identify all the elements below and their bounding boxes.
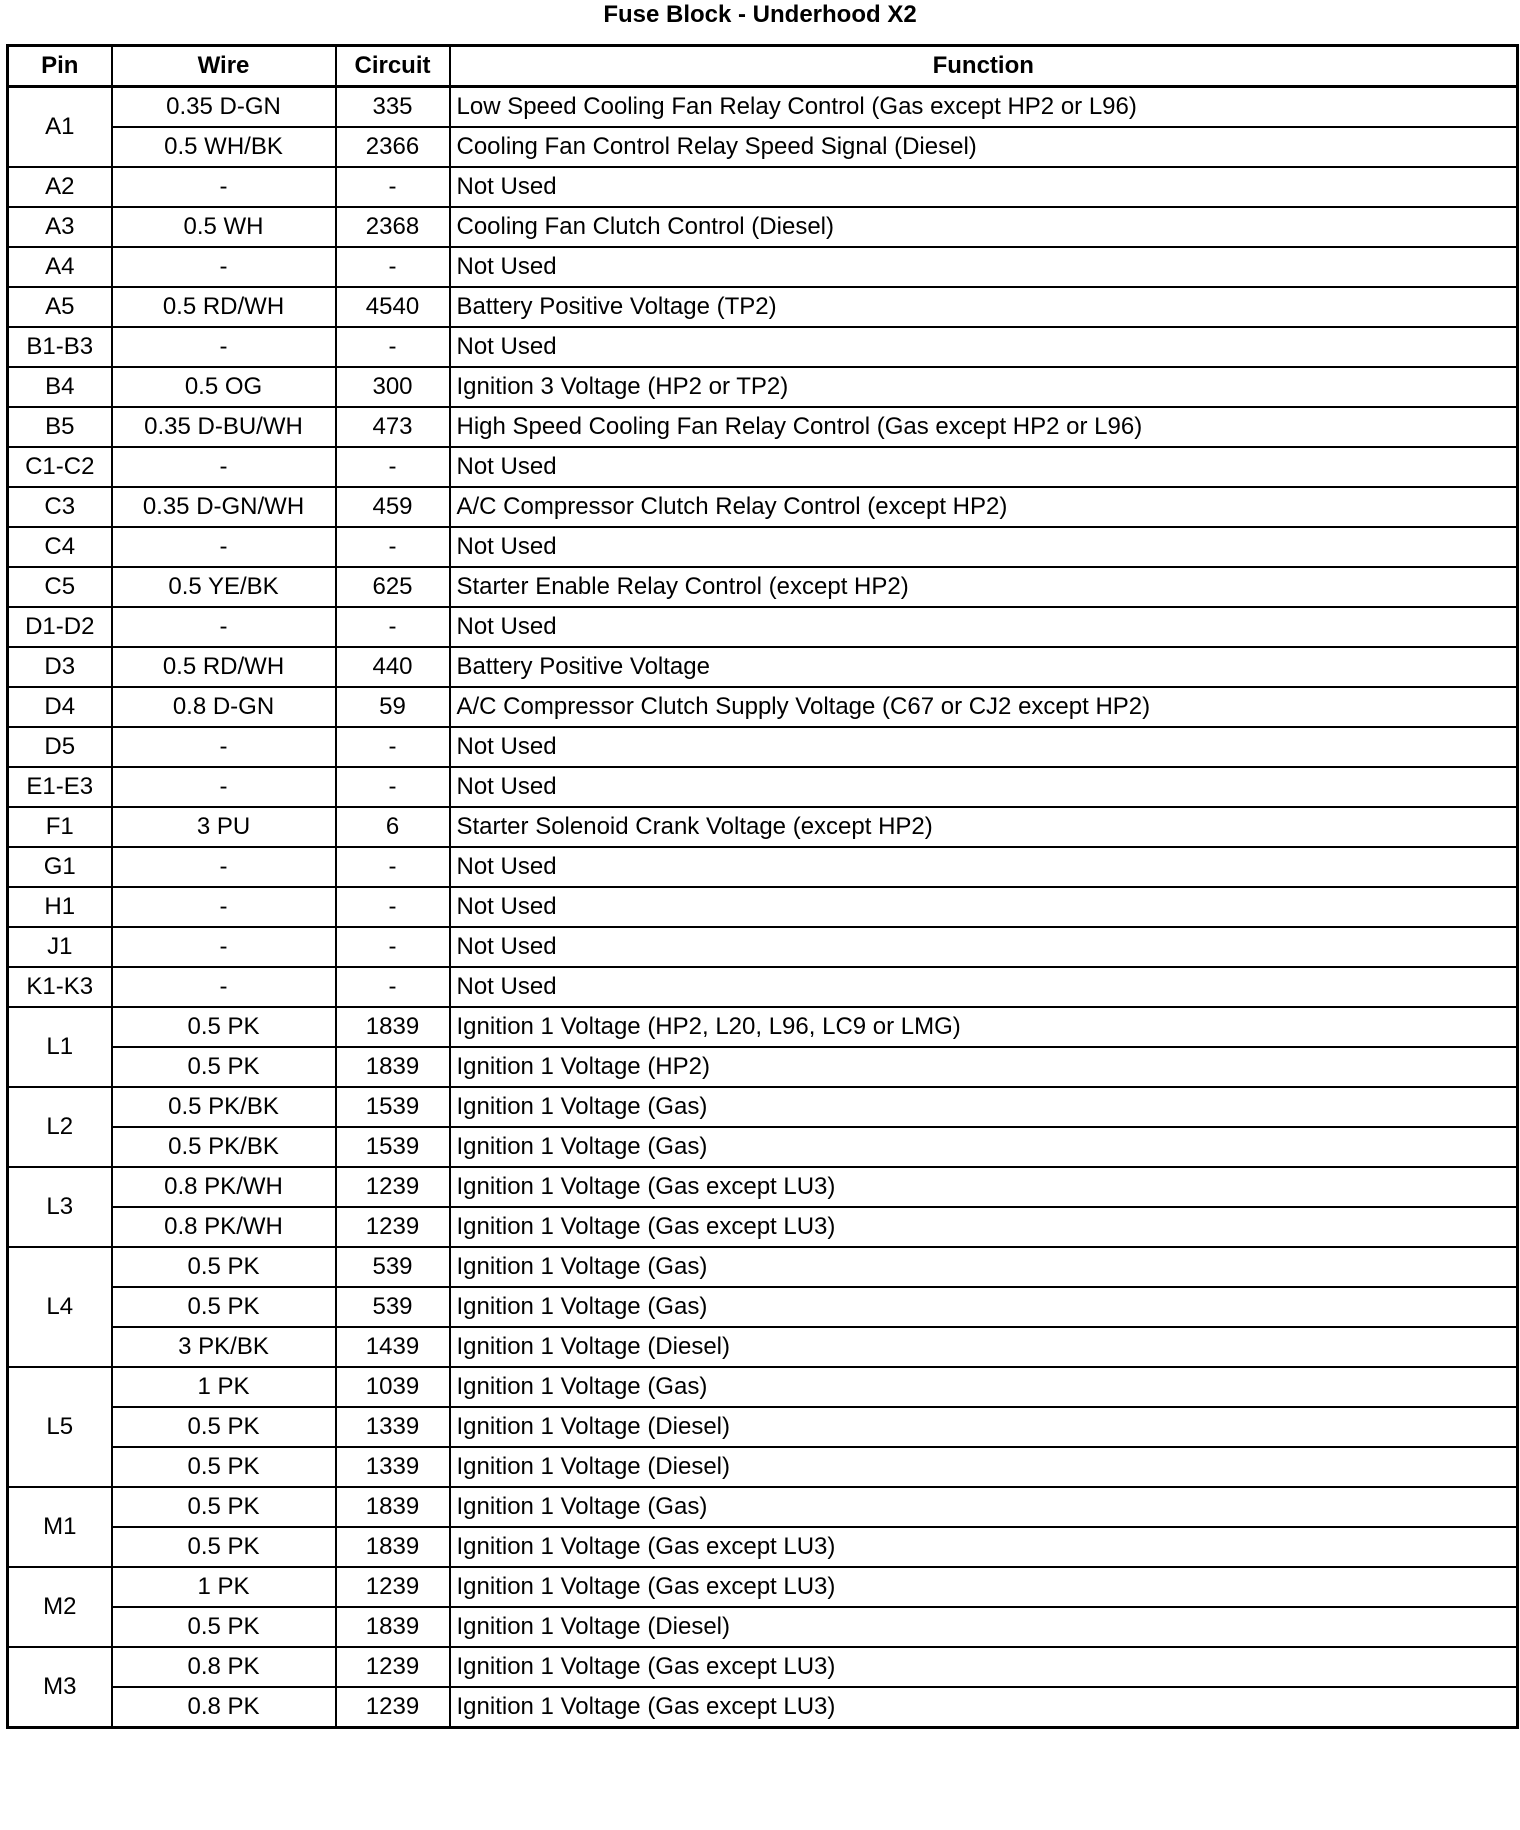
table-row <box>8 207 1518 247</box>
wire-cell: 0.5 PK <box>112 1247 336 1287</box>
table-row <box>8 1047 1518 1087</box>
circuit-cell: - <box>336 927 450 967</box>
wire-cell: 0.5 RD/WH <box>112 287 336 327</box>
table-row <box>8 967 1518 1007</box>
wire-cell: 0.5 PK <box>112 1007 336 1047</box>
function-cell: Ignition 3 Voltage (HP2 or TP2) <box>450 367 1518 407</box>
circuit-cell: 6 <box>336 807 450 847</box>
wire-cell: - <box>112 527 336 567</box>
wire-cell: - <box>112 847 336 887</box>
pin-cell: D1-D2 <box>8 607 112 647</box>
circuit-cell: - <box>336 727 450 767</box>
function-cell: Battery Positive Voltage <box>450 647 1518 687</box>
wire-cell: - <box>112 167 336 207</box>
table-row <box>8 447 1518 487</box>
circuit-cell: 1039 <box>336 1367 450 1407</box>
circuit-cell: - <box>336 967 450 1007</box>
function-cell: Ignition 1 Voltage (Gas) <box>450 1247 1518 1287</box>
wire-cell: - <box>112 447 336 487</box>
function-cell: Cooling Fan Clutch Control (Diesel) <box>450 207 1518 247</box>
circuit-cell: 1839 <box>336 1607 450 1647</box>
circuit-cell: - <box>336 767 450 807</box>
table-row <box>8 87 1518 128</box>
pin-cell: A4 <box>8 247 112 287</box>
circuit-cell: - <box>336 887 450 927</box>
table-header-row <box>8 46 1518 87</box>
circuit-cell: 473 <box>336 407 450 447</box>
function-cell: Low Speed Cooling Fan Relay Control (Gas except HP2 or L96) <box>450 87 1518 128</box>
circuit-cell: - <box>336 167 450 207</box>
table-row <box>8 687 1518 727</box>
circuit-cell: 2368 <box>336 207 450 247</box>
circuit-cell: 335 <box>336 87 450 128</box>
table-row <box>8 767 1518 807</box>
wire-cell: 0.35 D-GN <box>112 87 336 128</box>
wire-cell: 0.8 D-GN <box>112 687 336 727</box>
table-row <box>8 1407 1518 1447</box>
table-row <box>8 567 1518 607</box>
pin-cell: M2 <box>8 1567 112 1647</box>
function-cell: Not Used <box>450 927 1518 967</box>
circuit-cell: 1439 <box>336 1327 450 1367</box>
circuit-cell: 440 <box>336 647 450 687</box>
pin-cell: C4 <box>8 527 112 567</box>
function-cell: Ignition 1 Voltage (Gas except LU3) <box>450 1567 1518 1607</box>
function-cell: Starter Solenoid Crank Voltage (except HP2) <box>450 807 1518 847</box>
pin-cell: B1-B3 <box>8 327 112 367</box>
pin-cell: B4 <box>8 367 112 407</box>
table-row <box>8 1567 1518 1607</box>
wire-cell: 0.5 PK <box>112 1447 336 1487</box>
pin-cell: A5 <box>8 287 112 327</box>
function-cell: Not Used <box>450 447 1518 487</box>
function-cell: Not Used <box>450 247 1518 287</box>
table-body <box>8 87 1518 1728</box>
header-pin: Pin <box>8 46 112 87</box>
table-row <box>8 1607 1518 1647</box>
circuit-cell: 1239 <box>336 1687 450 1728</box>
table-row <box>8 1127 1518 1167</box>
function-cell: Ignition 1 Voltage (Diesel) <box>450 1327 1518 1367</box>
wire-cell: 0.5 YE/BK <box>112 567 336 607</box>
pin-cell: A3 <box>8 207 112 247</box>
pin-cell: B5 <box>8 407 112 447</box>
wire-cell: - <box>112 927 336 967</box>
wire-cell: 0.8 PK/WH <box>112 1167 336 1207</box>
function-cell: A/C Compressor Clutch Supply Voltage (C67 or CJ2 except HP2) <box>450 687 1518 727</box>
table-row <box>8 1207 1518 1247</box>
table-row <box>8 527 1518 567</box>
circuit-cell: 2366 <box>336 127 450 167</box>
function-cell: Ignition 1 Voltage (Diesel) <box>450 1447 1518 1487</box>
wire-cell: 1 PK <box>112 1367 336 1407</box>
circuit-cell: 1839 <box>336 1047 450 1087</box>
wire-cell: - <box>112 887 336 927</box>
function-cell: Not Used <box>450 767 1518 807</box>
circuit-cell: 1539 <box>336 1087 450 1127</box>
wire-cell: - <box>112 247 336 287</box>
table-row <box>8 847 1518 887</box>
circuit-cell: 625 <box>336 567 450 607</box>
wire-cell: 0.8 PK <box>112 1687 336 1728</box>
function-cell: Cooling Fan Control Relay Speed Signal (Diesel) <box>450 127 1518 167</box>
function-cell: Not Used <box>450 967 1518 1007</box>
table-row <box>8 647 1518 687</box>
circuit-cell: 1239 <box>336 1567 450 1607</box>
pin-cell: J1 <box>8 927 112 967</box>
wire-cell: - <box>112 727 336 767</box>
wire-cell: 0.8 PK <box>112 1647 336 1687</box>
pin-cell: F1 <box>8 807 112 847</box>
table-row <box>8 407 1518 447</box>
wire-cell: 0.5 PK <box>112 1527 336 1567</box>
wire-cell: 0.5 PK <box>112 1287 336 1327</box>
table-row <box>8 727 1518 767</box>
function-cell: Ignition 1 Voltage (Gas except LU3) <box>450 1207 1518 1247</box>
circuit-cell: 539 <box>336 1247 450 1287</box>
table-row <box>8 247 1518 287</box>
wire-cell: 1 PK <box>112 1567 336 1607</box>
table-row <box>8 487 1518 527</box>
function-cell: Ignition 1 Voltage (Gas) <box>450 1127 1518 1167</box>
header-circuit: Circuit <box>336 46 450 87</box>
circuit-cell: 1339 <box>336 1447 450 1487</box>
pin-cell: A1 <box>8 87 112 168</box>
function-cell: Not Used <box>450 527 1518 567</box>
table-row <box>8 1447 1518 1487</box>
function-cell: Not Used <box>450 887 1518 927</box>
table-row <box>8 1247 1518 1287</box>
wire-cell: 0.5 PK <box>112 1407 336 1447</box>
function-cell: Battery Positive Voltage (TP2) <box>450 287 1518 327</box>
table-row <box>8 1087 1518 1127</box>
header-wire: Wire <box>112 46 336 87</box>
table-row <box>8 367 1518 407</box>
circuit-cell: 1539 <box>336 1127 450 1167</box>
circuit-cell: 59 <box>336 687 450 727</box>
pin-cell: E1-E3 <box>8 767 112 807</box>
table-row <box>8 1287 1518 1327</box>
pin-cell: C1-C2 <box>8 447 112 487</box>
function-cell: Ignition 1 Voltage (Gas) <box>450 1287 1518 1327</box>
table-row <box>8 167 1518 207</box>
circuit-cell: 1839 <box>336 1527 450 1567</box>
circuit-cell: - <box>336 247 450 287</box>
wire-cell: 0.5 PK <box>112 1047 336 1087</box>
function-cell: Not Used <box>450 847 1518 887</box>
table-row <box>8 1007 1518 1047</box>
function-cell: Ignition 1 Voltage (HP2) <box>450 1047 1518 1087</box>
connector-pinout-table <box>6 44 1519 1729</box>
wire-cell: 0.5 WH/BK <box>112 127 336 167</box>
table-row <box>8 1367 1518 1407</box>
function-cell: Ignition 1 Voltage (Gas except LU3) <box>450 1687 1518 1728</box>
pin-cell: L2 <box>8 1087 112 1167</box>
wire-cell: 0.8 PK/WH <box>112 1207 336 1247</box>
function-cell: Ignition 1 Voltage (Gas) <box>450 1487 1518 1527</box>
pin-cell: D4 <box>8 687 112 727</box>
wire-cell: - <box>112 767 336 807</box>
circuit-cell: 1239 <box>336 1167 450 1207</box>
circuit-cell: - <box>336 447 450 487</box>
table-row <box>8 1487 1518 1527</box>
header-function: Function <box>450 46 1518 87</box>
function-cell: Ignition 1 Voltage (Gas except LU3) <box>450 1167 1518 1207</box>
wire-cell: 0.5 PK/BK <box>112 1087 336 1127</box>
function-cell: High Speed Cooling Fan Relay Control (Gas except HP2 or L96) <box>450 407 1518 447</box>
wire-cell: 0.35 D-BU/WH <box>112 407 336 447</box>
wire-cell: 0.5 PK <box>112 1487 336 1527</box>
function-cell: Ignition 1 Voltage (Gas except LU3) <box>450 1527 1518 1567</box>
table-row <box>8 1647 1518 1687</box>
circuit-cell: - <box>336 327 450 367</box>
pin-cell: D3 <box>8 647 112 687</box>
function-cell: Ignition 1 Voltage (Diesel) <box>450 1407 1518 1447</box>
circuit-cell: 459 <box>336 487 450 527</box>
wire-cell: 3 PU <box>112 807 336 847</box>
wire-cell: 0.5 PK/BK <box>112 1127 336 1167</box>
wire-cell: - <box>112 967 336 1007</box>
wire-cell: 0.35 D-GN/WH <box>112 487 336 527</box>
pin-cell: L1 <box>8 1007 112 1087</box>
circuit-cell: - <box>336 607 450 647</box>
table-row <box>8 1687 1518 1728</box>
wire-cell: 3 PK/BK <box>112 1327 336 1367</box>
wire-cell: 0.5 PK <box>112 1607 336 1647</box>
wire-cell: 0.5 WH <box>112 207 336 247</box>
function-cell: Ignition 1 Voltage (Diesel) <box>450 1607 1518 1647</box>
pin-cell: G1 <box>8 847 112 887</box>
pin-cell: D5 <box>8 727 112 767</box>
circuit-cell: 1839 <box>336 1007 450 1047</box>
function-cell: Ignition 1 Voltage (Gas) <box>450 1087 1518 1127</box>
table-row <box>8 807 1518 847</box>
circuit-cell: - <box>336 527 450 567</box>
circuit-cell: 1339 <box>336 1407 450 1447</box>
pin-cell: M1 <box>8 1487 112 1567</box>
circuit-cell: 300 <box>336 367 450 407</box>
circuit-cell: - <box>336 847 450 887</box>
pin-cell: M3 <box>8 1647 112 1728</box>
pin-cell: C5 <box>8 567 112 607</box>
pin-cell: L5 <box>8 1367 112 1487</box>
table-row <box>8 1527 1518 1567</box>
table-row <box>8 1327 1518 1367</box>
table-row <box>8 327 1518 367</box>
pin-cell: H1 <box>8 887 112 927</box>
pin-cell: L3 <box>8 1167 112 1247</box>
function-cell: Starter Enable Relay Control (except HP2) <box>450 567 1518 607</box>
function-cell: Ignition 1 Voltage (Gas except LU3) <box>450 1647 1518 1687</box>
wire-cell: 0.5 RD/WH <box>112 647 336 687</box>
function-cell: Not Used <box>450 607 1518 647</box>
wire-cell: 0.5 OG <box>112 367 336 407</box>
pin-cell: A2 <box>8 167 112 207</box>
circuit-cell: 1239 <box>336 1647 450 1687</box>
table-row <box>8 127 1518 167</box>
function-cell: A/C Compressor Clutch Relay Control (except HP2) <box>450 487 1518 527</box>
function-cell: Ignition 1 Voltage (Gas) <box>450 1367 1518 1407</box>
pin-cell: L4 <box>8 1247 112 1367</box>
table-row <box>8 927 1518 967</box>
circuit-cell: 1839 <box>336 1487 450 1527</box>
table-row <box>8 1167 1518 1207</box>
pin-cell: C3 <box>8 487 112 527</box>
function-cell: Not Used <box>450 727 1518 767</box>
circuit-cell: 539 <box>336 1287 450 1327</box>
function-cell: Ignition 1 Voltage (HP2, L20, L96, LC9 or LMG) <box>450 1007 1518 1047</box>
wire-cell: - <box>112 607 336 647</box>
function-cell: Not Used <box>450 327 1518 367</box>
circuit-cell: 1239 <box>336 1207 450 1247</box>
table-row <box>8 607 1518 647</box>
table-row <box>8 887 1518 927</box>
pin-cell: K1-K3 <box>8 967 112 1007</box>
table-row <box>8 287 1518 327</box>
page-title: Fuse Block - Underhood X2 <box>603 1 917 28</box>
wire-cell: - <box>112 327 336 367</box>
circuit-cell: 4540 <box>336 287 450 327</box>
function-cell: Not Used <box>450 167 1518 207</box>
